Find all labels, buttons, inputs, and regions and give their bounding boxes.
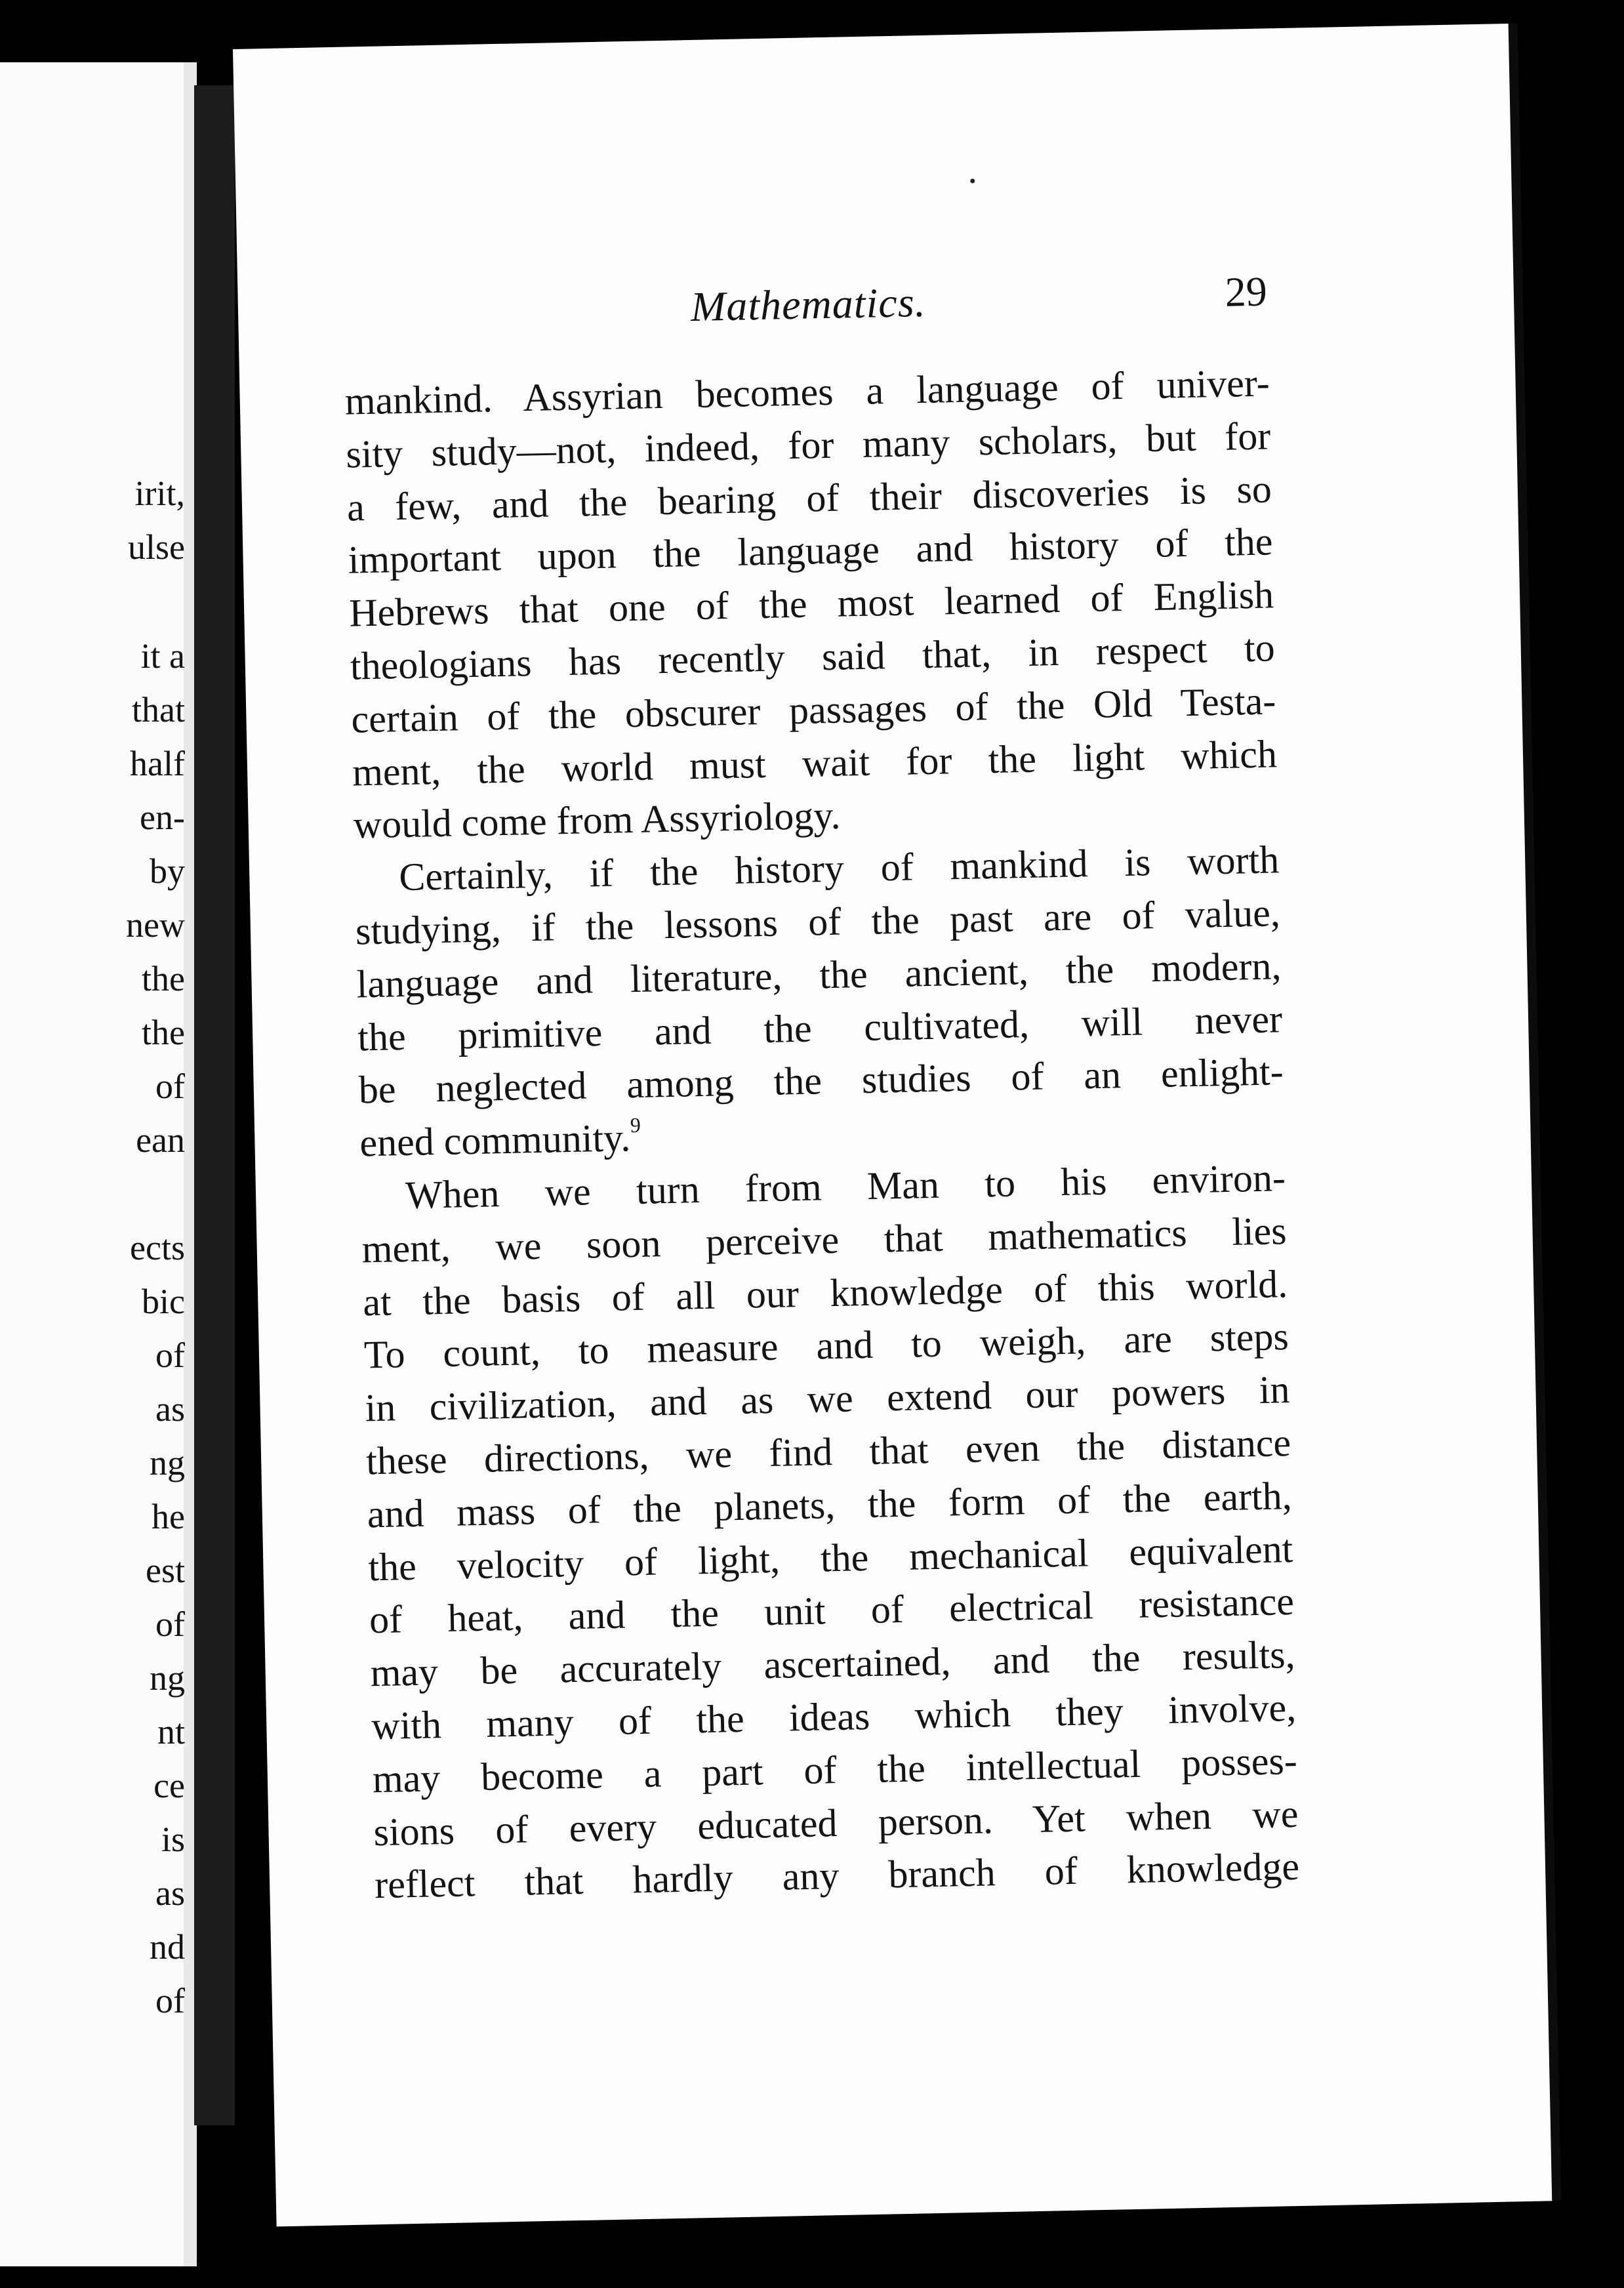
left-page-fragment: half [130,744,185,783]
left-page-fragment: ean [136,1120,185,1160]
left-page [0,62,197,2266]
text-line: important upon the language and history of the [348,520,1274,582]
left-page-fragment: that [132,690,185,729]
text-line: certain of the obscurer passages of the Old Testa- [350,679,1276,741]
body-text [344,356,1300,1911]
text-line: would come from Assyriology. [353,794,842,847]
text-line: in civilization, and as we extend our powers in [364,1368,1290,1430]
text-line: sity study—not, indeed, for many scholars, but for [345,414,1271,476]
right-page [233,24,1552,2226]
text-line: these directions, we find that even the distance [365,1421,1291,1483]
text-line: be neglected among the studies of an enlight- [358,1050,1284,1112]
text-line: may become a part of the intellectual posses- [372,1738,1298,1801]
left-page-fragment: he [152,1497,185,1536]
text-line: mankind. Assyrian becomes a language of univer- [344,361,1270,423]
left-page-fragment: en- [140,798,185,837]
left-page-fragment: nt [157,1712,185,1751]
text-line: sions of every educated person. Yet when we [373,1791,1299,1854]
text-line: language and literature, the ancient, the modern, [355,943,1282,1006]
text-line: may be accurately ascertained, and the results, [370,1633,1296,1695]
left-page-fragment: by [150,851,185,891]
left-page-fragment: ects [130,1228,185,1267]
left-page-fragment: of [155,1604,185,1644]
left-page-fragment: is [161,1820,185,1859]
text-line: with many of the ideas which they involve, [371,1685,1297,1748]
left-page-fragment: the [142,959,185,998]
text-line: ened community. [359,1116,631,1165]
left-page-fragment: new [126,905,185,945]
page-number: 29 [1225,268,1268,316]
text-line: theologians has recently said that, in respect to [350,626,1276,688]
left-page-fragment: as [155,1389,185,1429]
left-page-fragment: est [146,1551,185,1590]
text-line: ment, the world must wait for the light which [352,731,1278,794]
text-line: When we turn from Man to his environ- [405,1156,1286,1217]
left-page-fragment: of [155,1336,185,1375]
scan-speck [970,178,975,183]
text-line: Hebrews that one of the most learned of English [348,573,1274,635]
left-page-fragment: irit, [134,474,185,513]
left-page-fragment: as [155,1873,185,1913]
text-line: To count, to measure and to weigh, are steps [363,1315,1289,1377]
left-page-fragment: ng [150,1658,185,1698]
page-header [237,266,1514,344]
left-page-fragment: ulse [128,527,185,567]
text-line: ment, we soon perceive that mathematics lies [361,1208,1288,1271]
paragraph [360,1151,1299,1911]
text-line: studying, if the lessons of the past are of value, [355,891,1281,953]
text-line: a few, and the bearing of their discoveries is so [346,466,1272,529]
text-line: reflect that hardly any branch of knowledge [374,1845,1300,1907]
text-line: the primitive and the cultivated, will never [357,996,1283,1059]
left-page-fragment: it a [140,636,185,676]
left-page-fragment: ce [153,1766,185,1805]
left-page-fragment: bic [142,1282,185,1321]
left-page-fragment: the [142,1013,185,1052]
text-line: and mass of the planets, the form of the earth, [367,1473,1293,1536]
footnote-marker[interactable]: 9 [630,1113,641,1137]
left-page-fragment: of [155,1981,185,2020]
text-line: of heat, and the unit of electrical resistance [369,1580,1295,1642]
left-page-fragment: ng [150,1443,185,1482]
text-line: at the basis of all our knowledge of this world. [362,1261,1288,1324]
text-line: the velocity of light, the mechanical equivalent [367,1526,1293,1589]
paragraph [354,833,1285,1170]
paragraph [344,356,1278,851]
book-gutter [194,85,235,2125]
left-page-fragment: of [155,1067,185,1106]
left-page-fragment: nd [150,1927,185,1967]
text-line: Certainly, if the history of mankind is worth [398,838,1280,899]
running-head: Mathematics. [690,278,927,331]
